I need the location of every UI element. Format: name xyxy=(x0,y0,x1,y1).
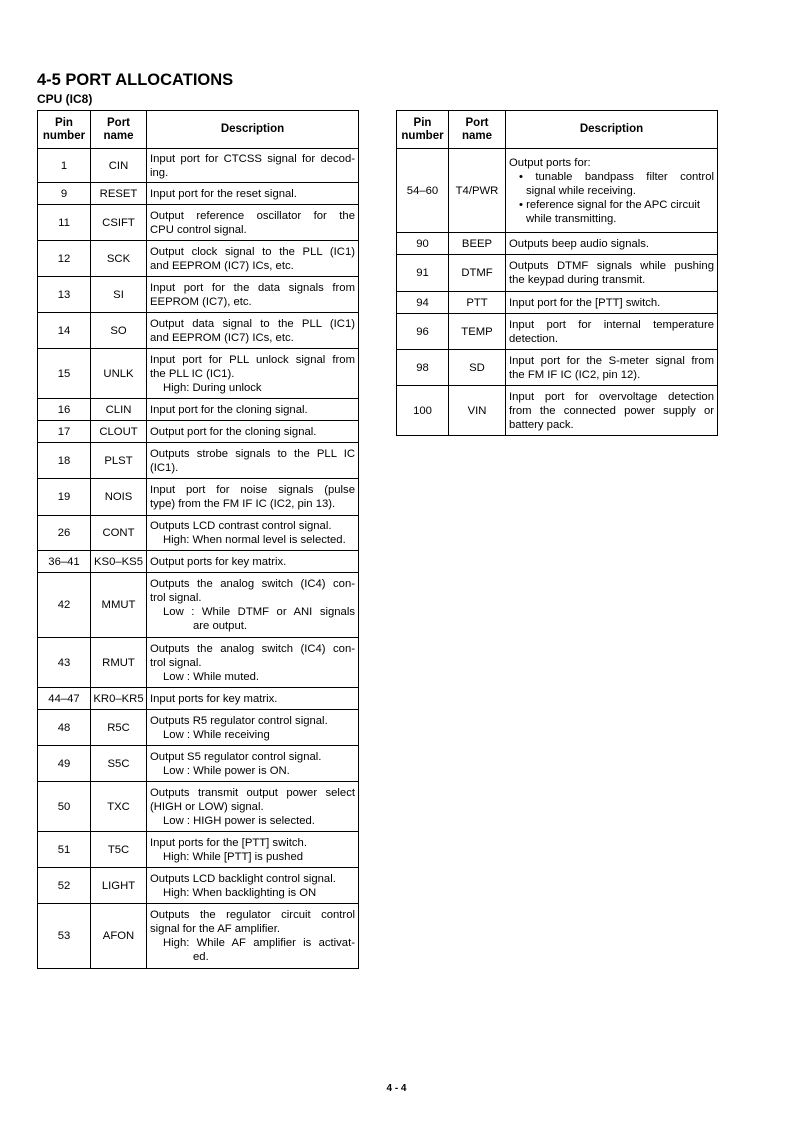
description-line: Outputs LCD contrast control signal. xyxy=(150,520,332,532)
description-line: Input port for the reset signal. xyxy=(150,187,297,200)
description-line: signal for the AF amplifier. xyxy=(150,923,280,935)
description-cell xyxy=(506,255,718,292)
table-row xyxy=(397,149,718,233)
pin-number-cell: 9 xyxy=(38,183,91,205)
table-row xyxy=(38,277,359,313)
description-line: EEPROM (IC7), etc. xyxy=(150,295,252,308)
description-header: Description xyxy=(506,111,718,149)
port-name-cell: PLST xyxy=(91,443,147,479)
pin-number-cell: 52 xyxy=(38,868,91,904)
port-name-cell: CIN xyxy=(91,149,147,183)
description-line: Input port for CTCSS signal for decod- xyxy=(150,152,355,165)
header-text: Port xyxy=(107,116,130,129)
description-line: Output S5 regulator control signal. xyxy=(150,750,322,763)
description-line: Outputs R5 regulator control signal. xyxy=(150,714,328,727)
description-cell xyxy=(147,573,359,638)
table-row xyxy=(397,386,718,436)
header-text: Port xyxy=(465,116,489,129)
section-subtitle: CPU (IC8) xyxy=(37,92,93,106)
table-row xyxy=(38,399,359,421)
pin-number-cell: 50 xyxy=(38,782,91,832)
description-line: Low : While muted. xyxy=(163,670,260,683)
port-table-left xyxy=(37,110,359,969)
page-title: 4-5 PORT ALLOCATIONS xyxy=(37,71,234,89)
description-line: (HIGH or LOW) signal. xyxy=(150,800,264,813)
pin-number-cell: 94 xyxy=(397,292,449,314)
description-cell xyxy=(506,233,718,255)
description-line: Output clock signal to the PLL (IC1) xyxy=(150,245,355,258)
port-name-cell: T5C xyxy=(91,832,147,868)
table-row xyxy=(397,350,718,386)
description-line: while transmitting. xyxy=(526,212,617,225)
table-header-row xyxy=(397,111,718,149)
header-text: Pin xyxy=(413,116,432,129)
port-name-cell: KS0–KS5 xyxy=(91,551,147,573)
description-line: battery pack. xyxy=(509,418,574,431)
pin-number-cell: 15 xyxy=(38,349,91,399)
port-name-cell: KR0–KR5 xyxy=(91,688,147,710)
table-row xyxy=(38,421,359,443)
table-row xyxy=(38,746,359,782)
description-line: High: While [PTT] is pushed xyxy=(163,850,304,863)
port-name-cell: LIGHT xyxy=(91,868,147,904)
description-cell xyxy=(147,551,359,573)
description-line: (IC1). xyxy=(150,461,179,474)
table-row xyxy=(38,149,359,183)
description-line: Input ports for the [PTT] switch. xyxy=(150,836,307,849)
description-cell xyxy=(506,149,718,233)
description-cell xyxy=(147,149,359,183)
port-name-cell: RESET xyxy=(91,183,147,205)
pin-number-cell: 90 xyxy=(397,233,449,255)
port-name-cell: SO xyxy=(91,313,147,349)
port-name-cell: MMUT xyxy=(91,573,147,638)
pin-number-cell: 18 xyxy=(38,443,91,479)
description-line: ed. xyxy=(193,951,209,963)
port-name-cell: AFON xyxy=(91,904,147,969)
description-line: Outputs beep audio signals. xyxy=(509,237,650,250)
port-name-cell: SCK xyxy=(91,241,147,277)
description-line: Low : While receiving xyxy=(163,728,270,741)
pin-number-cell: 13 xyxy=(38,277,91,313)
pin-number-cell: 36–41 xyxy=(38,551,91,573)
description-line: • tunable bandpass filter control xyxy=(519,170,714,183)
port-name-cell: SD xyxy=(449,350,506,386)
pin-number-cell: 43 xyxy=(38,638,91,688)
description-line: High: While AF amplifier is activat- xyxy=(163,937,355,949)
pin-number-cell: 16 xyxy=(38,399,91,421)
description-line: Input port for overvoltage detection xyxy=(509,390,714,403)
pin-number-cell: 17 xyxy=(38,421,91,443)
table-row xyxy=(38,551,359,573)
port-name-cell: CSIFT xyxy=(91,205,147,241)
description-cell xyxy=(147,638,359,688)
description-line: and EEPROM (IC7) ICs, etc. xyxy=(150,259,294,272)
pin-number-cell: 96 xyxy=(397,314,449,350)
description-line: detection. xyxy=(509,332,558,345)
pin-number-cell: 49 xyxy=(38,746,91,782)
description-cell xyxy=(147,710,359,746)
pin-number-cell: 100 xyxy=(397,386,449,436)
pin-number-cell: 14 xyxy=(38,313,91,349)
pin-number-cell: 19 xyxy=(38,479,91,516)
description-cell xyxy=(147,241,359,277)
table-row xyxy=(38,479,359,516)
port-name-cell: T4/PWR xyxy=(449,149,506,233)
description-line: Outputs strobe signals to the PLL IC xyxy=(150,447,355,460)
description-line: Low : While DTMF or ANI signals xyxy=(163,606,355,618)
description-line: Input port for noise signals (pulse xyxy=(150,484,355,496)
description-line: Outputs transmit output power select xyxy=(150,786,355,799)
table-row xyxy=(38,904,359,969)
table-header-row xyxy=(38,111,359,149)
pin-number-cell: 53 xyxy=(38,904,91,969)
pin-number-cell: 11 xyxy=(38,205,91,241)
header-text: name xyxy=(461,129,493,142)
port-name-cell: R5C xyxy=(91,710,147,746)
description-line: Input port for internal temperature xyxy=(509,318,714,331)
table-row xyxy=(397,292,718,314)
port-name-cell: SI xyxy=(91,277,147,313)
description-cell xyxy=(147,183,359,205)
description-line: signal while receiving. xyxy=(526,184,636,197)
description-cell xyxy=(506,292,718,314)
table-row xyxy=(38,349,359,399)
table-row xyxy=(38,443,359,479)
description-cell xyxy=(147,782,359,832)
port-name-cell: CLIN xyxy=(91,399,147,421)
port-name-cell: DTMF xyxy=(449,255,506,292)
port-name-cell: RMUT xyxy=(91,638,147,688)
port-name-cell: TXC xyxy=(91,782,147,832)
table-row xyxy=(38,573,359,638)
description-cell xyxy=(147,399,359,421)
port-name-header xyxy=(91,111,147,149)
description-cell xyxy=(147,746,359,782)
description-header: Description xyxy=(147,111,359,149)
table-row xyxy=(38,710,359,746)
table-row xyxy=(38,688,359,710)
description-line: Input port for PLL unlock signal from xyxy=(150,353,355,366)
table-row xyxy=(38,832,359,868)
description-line: High: During unlock xyxy=(163,381,262,394)
description-line: High: When backlighting is ON xyxy=(163,886,317,899)
table-row xyxy=(38,241,359,277)
pin-number-cell: 44–47 xyxy=(38,688,91,710)
description-cell xyxy=(147,443,359,479)
description-cell xyxy=(147,832,359,868)
description-line: High: When normal level is selected. xyxy=(163,534,346,546)
description-line: Output ports for: xyxy=(509,156,591,169)
port-table-right xyxy=(396,110,718,436)
description-line: ing. xyxy=(150,166,169,179)
description-cell xyxy=(147,479,359,516)
description-line: Low : While power is ON. xyxy=(163,764,290,777)
description-line: Outputs the analog switch (IC4) con- xyxy=(150,642,355,655)
description-line: the PLL IC (IC1). xyxy=(150,367,235,380)
description-line: the FM IF IC (IC2, pin 12). xyxy=(509,368,641,381)
description-cell xyxy=(147,868,359,904)
description-cell xyxy=(506,314,718,350)
description-cell xyxy=(506,386,718,436)
pin-number-cell: 48 xyxy=(38,710,91,746)
table-row xyxy=(38,868,359,904)
pin-number-cell: 51 xyxy=(38,832,91,868)
description-cell xyxy=(147,349,359,399)
description-line: • reference signal for the APC circuit xyxy=(519,198,701,211)
table-row xyxy=(397,255,718,292)
port-name-cell: PTT xyxy=(449,292,506,314)
description-line: the keypad during transmit. xyxy=(509,274,646,286)
description-line: type) from the FM IF IC (IC2, pin 13). xyxy=(150,498,336,510)
description-line: Input ports for key matrix. xyxy=(150,692,278,705)
pin-number-cell: 42 xyxy=(38,573,91,638)
description-line: are output. xyxy=(193,620,248,632)
table-row xyxy=(38,782,359,832)
port-name-cell: BEEP xyxy=(449,233,506,255)
description-cell xyxy=(147,313,359,349)
port-name-cell: TEMP xyxy=(449,314,506,350)
table-row xyxy=(38,313,359,349)
header-text: name xyxy=(103,129,134,142)
pin-number-cell: 98 xyxy=(397,350,449,386)
description-line: and EEPROM (IC7) ICs, etc. xyxy=(150,331,294,344)
description-line: Outputs the regulator circuit control xyxy=(150,909,355,921)
port-name-cell: UNLK xyxy=(91,349,147,399)
description-line: Outputs LCD backlight control signal. xyxy=(150,872,336,885)
header-text: number xyxy=(42,129,86,142)
port-name-cell: CLOUT xyxy=(91,421,147,443)
description-line: from the connected power supply or xyxy=(509,404,714,417)
port-name-cell: VIN xyxy=(449,386,506,436)
port-name-cell: NOIS xyxy=(91,479,147,516)
pin-number-header xyxy=(38,111,91,149)
description-cell xyxy=(147,516,359,551)
pin-number-cell: 26 xyxy=(38,516,91,551)
description-cell xyxy=(147,277,359,313)
port-name-header xyxy=(449,111,506,149)
description-line: Outputs the analog switch (IC4) con- xyxy=(150,578,355,590)
port-name-cell: S5C xyxy=(91,746,147,782)
table-row xyxy=(397,233,718,255)
description-line: trol signal. xyxy=(150,656,202,669)
pin-number-cell: 91 xyxy=(397,255,449,292)
pin-number-header xyxy=(397,111,449,149)
port-name-cell: CONT xyxy=(91,516,147,551)
pin-number-cell: 54–60 xyxy=(397,149,449,233)
description-cell xyxy=(147,688,359,710)
table-row xyxy=(38,183,359,205)
description-line: Input port for the cloning signal. xyxy=(150,403,308,416)
table-row xyxy=(38,205,359,241)
page-number: 4 - 4 xyxy=(386,1083,407,1094)
description-line: Low : HIGH power is selected. xyxy=(163,814,315,827)
table-row xyxy=(397,314,718,350)
description-cell xyxy=(147,904,359,969)
description-cell xyxy=(147,421,359,443)
description-cell xyxy=(506,350,718,386)
description-line: Output port for the cloning signal. xyxy=(150,425,317,438)
description-line: Outputs DTMF signals while pushing xyxy=(509,260,714,272)
description-line: Input port for the S-meter signal from xyxy=(509,354,714,367)
table-row xyxy=(38,516,359,551)
description-cell xyxy=(147,205,359,241)
description-line: Output ports for key matrix. xyxy=(150,555,287,568)
description-line: Output data signal to the PLL (IC1) xyxy=(150,317,355,330)
header-text: Pin xyxy=(55,116,73,129)
description-line: Input port for the data signals from xyxy=(150,281,355,294)
table-row xyxy=(38,638,359,688)
pin-number-cell: 12 xyxy=(38,241,91,277)
pin-number-cell: 1 xyxy=(38,149,91,183)
header-text: number xyxy=(401,129,444,142)
description-line: trol signal. xyxy=(150,592,202,604)
description-line: CPU control signal. xyxy=(150,223,247,236)
description-line: Output reference oscillator for the xyxy=(150,209,355,222)
description-line: Input port for the [PTT] switch. xyxy=(509,296,661,309)
